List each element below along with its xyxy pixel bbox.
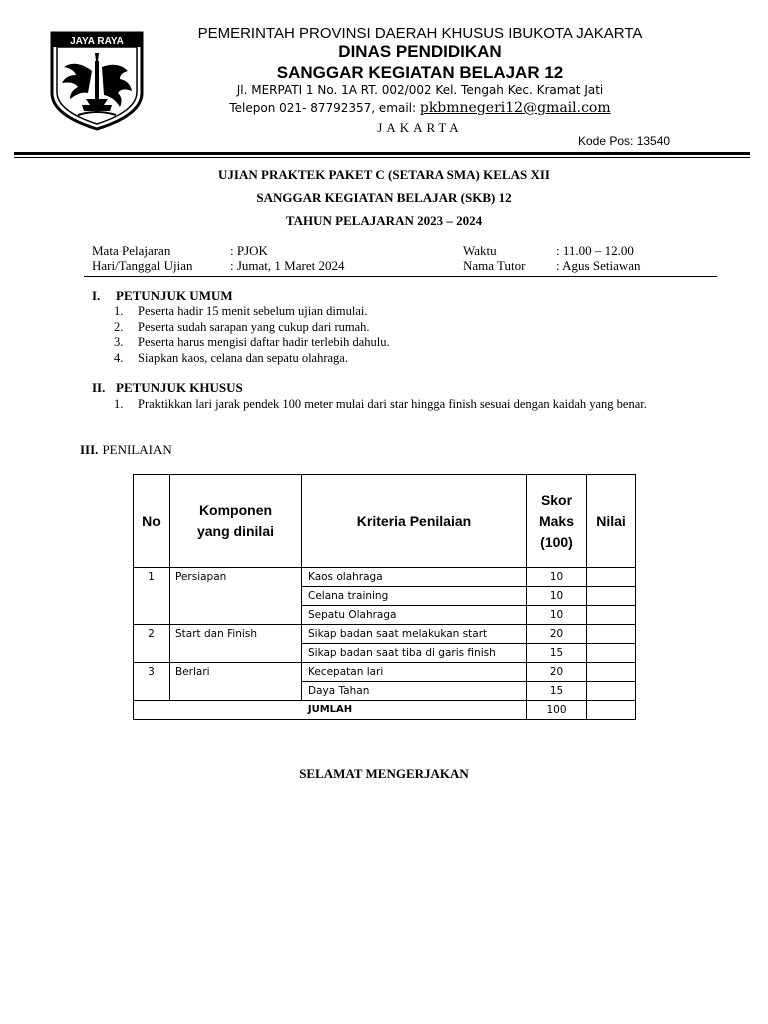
section-title: PETUNJUK UMUM — [116, 288, 233, 303]
row-criteria: Sepatu Olahraga — [302, 606, 527, 625]
section-number: I. — [92, 288, 101, 303]
row-max-score: 10 — [527, 606, 587, 625]
row-number: 2 — [134, 625, 170, 663]
item-number: 2. — [114, 319, 124, 334]
item-text: Peserta hadir 15 menit sebelum ujian dimulai. — [138, 304, 368, 318]
list-item — [114, 304, 714, 320]
header-component — [170, 475, 302, 568]
row-number: 3 — [134, 663, 170, 701]
phone-text: Telepon 021- 87792357, email: — [229, 101, 420, 115]
letterhead-divider-thick — [14, 152, 750, 155]
section-special-heading — [92, 380, 243, 396]
table-row — [134, 663, 636, 682]
special-instructions-list — [114, 397, 684, 413]
exam-year: TAHUN PELAJARAN 2023 – 2024 — [285, 213, 483, 228]
item-text: Peserta sudah sarapan yang cukup dari rumah. — [138, 319, 370, 334]
row-component: Berlari — [170, 663, 302, 701]
header-component-line: yang dinilai — [196, 523, 274, 539]
office-name: DINAS PENDIDIKAN — [338, 42, 502, 61]
institution-address: Jl. MERPATI 1 No. 1A RT. 002/002 Kel. Tengah Kec. Kramat Jati — [236, 83, 604, 97]
postal-code: Kode Pos: 13540 — [578, 134, 671, 148]
letterhead-divider-thin — [14, 157, 750, 158]
header-component-line: Komponen — [198, 502, 273, 518]
row-max-score: 20 — [527, 663, 587, 682]
section-number: III. — [80, 442, 99, 457]
item-number: 1. — [114, 397, 124, 411]
row-component: Persiapan — [170, 568, 302, 625]
date-value: : Jumat, 1 Maret 2024 — [230, 258, 345, 273]
subject-value: : PJOK — [230, 243, 268, 258]
item-text: Siapkan kaos, celana dan sepatu olahraga. — [138, 350, 348, 365]
assessment-table — [133, 474, 636, 720]
header-score-line: Maks — [538, 512, 575, 529]
exam-institution: SANGGAR KEGIATAN BELAJAR (SKB) 12 — [256, 190, 512, 205]
table-row — [134, 625, 636, 644]
info-divider — [84, 276, 717, 277]
row-max-score: 20 — [527, 625, 587, 644]
header-value: Nilai — [587, 475, 636, 568]
subject-label: Mata Pelajaran — [92, 243, 171, 258]
item-number: 3. — [114, 335, 124, 349]
section-title: PETUNJUK KHUSUS — [116, 380, 243, 395]
header-criteria: Kriteria Penilaian — [302, 475, 527, 568]
section-title: PENILAIAN — [102, 442, 172, 457]
email-link[interactable]: pkbmnegeri12@gmail.com — [419, 100, 611, 116]
contact-line — [170, 100, 670, 116]
item-number: 4. — [114, 350, 124, 365]
row-max-score: 15 — [527, 682, 587, 701]
tutor-value: : Agus Setiawan — [556, 258, 641, 273]
date-label: Hari/Tanggal Ujian — [92, 258, 193, 273]
item-text: Peserta harus mengisi daftar hadir terlebih dahulu. — [138, 335, 390, 349]
row-max-score: 10 — [527, 587, 587, 606]
total-value-cell[interactable] — [587, 701, 636, 720]
row-value-cell[interactable] — [587, 663, 636, 682]
exam-title: UJIAN PRAKTEK PAKET C (SETARA SMA) KELAS XII — [218, 167, 550, 182]
section-number: II. — [92, 380, 106, 395]
jakarta-coat-of-arms-logo — [48, 31, 146, 131]
time-label: Waktu — [463, 243, 497, 258]
row-value-cell[interactable] — [587, 606, 636, 625]
row-max-score: 10 — [527, 568, 587, 587]
section-assessment-heading — [80, 442, 172, 458]
header-score-line: Skor — [540, 491, 573, 508]
row-criteria: Kaos olahraga — [302, 568, 527, 587]
list-item — [114, 397, 684, 413]
total-label: JUMLAH — [134, 701, 527, 720]
city-name: JAKARTA — [377, 120, 463, 135]
total-max-score: 100 — [527, 701, 587, 720]
row-value-cell[interactable] — [587, 587, 636, 606]
list-item — [114, 351, 714, 367]
table-header-row — [134, 475, 636, 568]
section-general-heading — [92, 288, 233, 304]
closing-message: SELAMAT MENGERJAKAN — [299, 766, 469, 781]
row-value-cell[interactable] — [587, 568, 636, 587]
row-value-cell[interactable] — [587, 644, 636, 663]
tutor-label: Nama Tutor — [463, 258, 526, 273]
list-item — [114, 320, 714, 336]
row-criteria: Sikap badan saat tiba di garis finish — [302, 644, 527, 663]
row-criteria: Daya Tahan — [302, 682, 527, 701]
list-item — [114, 335, 714, 351]
general-instructions-list — [114, 304, 714, 366]
government-name: PEMERINTAH PROVINSI DAERAH KHUSUS IBUKOTA JAKARTA — [197, 25, 643, 42]
header-score-line: (100) — [540, 533, 573, 550]
row-max-score: 15 — [527, 644, 587, 663]
row-component: Start dan Finish — [170, 625, 302, 663]
row-criteria: Kecepatan lari — [302, 663, 527, 682]
time-value: : 11.00 – 12.00 — [556, 243, 634, 258]
header-no: No — [134, 475, 170, 568]
row-criteria: Sikap badan saat melakukan start — [302, 625, 527, 644]
row-number: 1 — [134, 568, 170, 625]
table-row — [134, 568, 636, 587]
row-value-cell[interactable] — [587, 682, 636, 701]
item-number: 1. — [114, 304, 124, 318]
row-criteria: Celana training — [302, 587, 527, 606]
logo-text: JAYA RAYA — [70, 36, 124, 47]
institution-name: SANGGAR KEGIATAN BELAJAR 12 — [276, 63, 564, 82]
row-value-cell[interactable] — [587, 625, 636, 644]
header-max-score — [527, 475, 587, 568]
item-text: Praktikkan lari jarak pendek 100 meter mulai dari star hingga finish sesuai dengan kaidah yang benar. — [138, 397, 647, 411]
table-total-row — [134, 701, 636, 720]
